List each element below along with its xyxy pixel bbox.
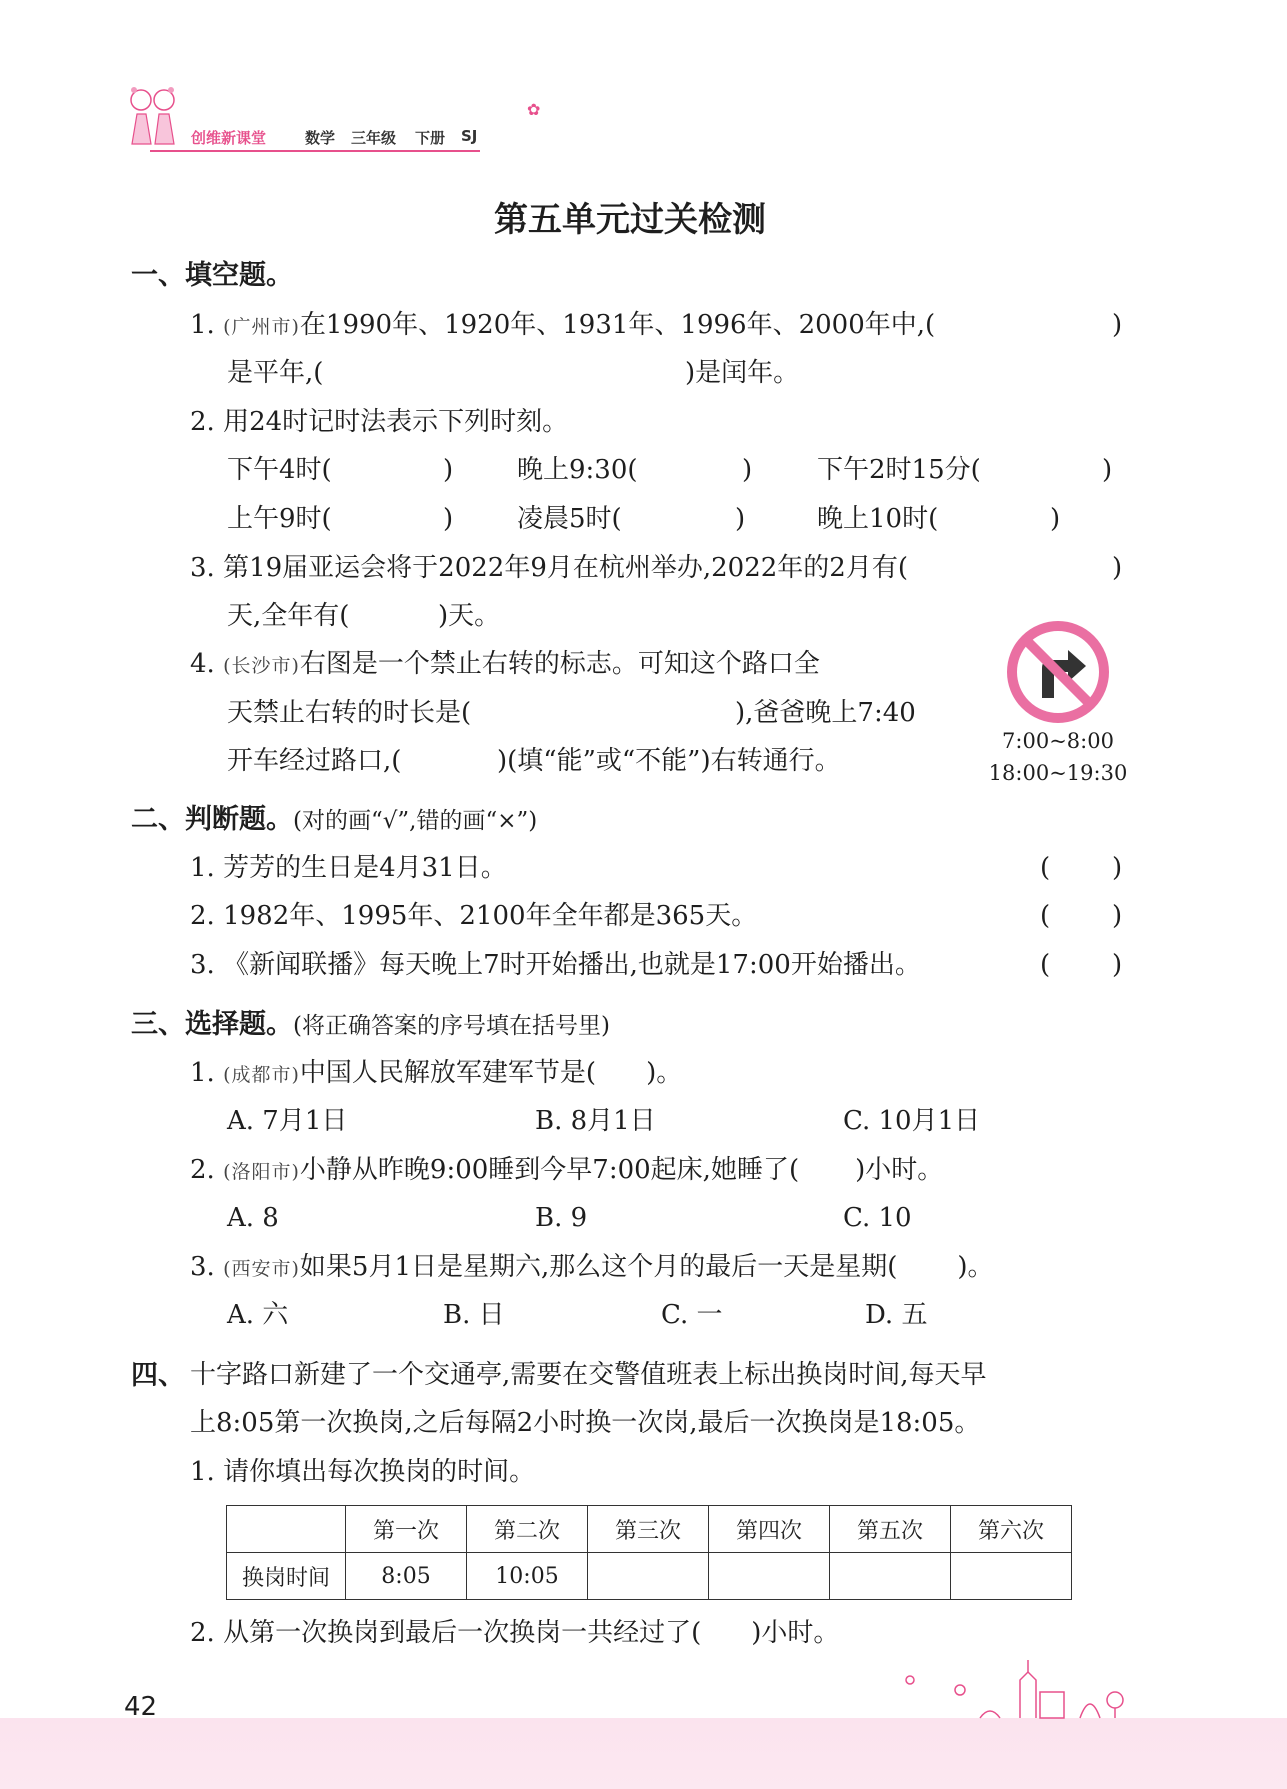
s3-q1-option-c: C. 10月1日 — [843, 1106, 981, 1136]
s2-item3-num: 3. — [190, 950, 215, 980]
footer-castle-illustration — [880, 1650, 1170, 1720]
section3-heading-text: 三、选择题。 — [131, 1009, 293, 1040]
s3-q2-num: 2. — [190, 1155, 215, 1185]
duty-table-row — [227, 1553, 1072, 1600]
section4-heading: 四、 — [131, 1360, 185, 1391]
s3-q3-line — [190, 1254, 994, 1280]
s4-q2-text-b: )小时。 — [751, 1618, 840, 1648]
sign-time-2: 18:00~19:30 — [988, 761, 1128, 785]
s1-q2-close1: ) — [443, 455, 454, 485]
s3-q1-num: 1. — [190, 1058, 215, 1088]
s1-q2-item3: 下午2时15分( — [817, 455, 981, 485]
footer-band — [0, 1718, 1287, 1789]
s1-q4-text1: 右图是一个禁止右转的标志。可知这个路口全 — [299, 649, 820, 679]
s1-q3-text1: 第19届亚运会将于2022年9月在杭州举办,2022年的2月有( — [223, 553, 908, 583]
s4-q2-num: 2. — [190, 1618, 215, 1648]
s3-q2-option-b: B. 9 — [535, 1203, 588, 1233]
s3-q3-num: 3. — [190, 1252, 215, 1282]
s2-item2-paren-close: ) — [1112, 901, 1123, 931]
s3-q3-option-b: B. 日 — [443, 1300, 505, 1330]
s2-item2-text: 1982年、1995年、2100年全年都是365天。 — [223, 901, 758, 931]
s4-q2-text-a: 从第一次换岗到最后一次换岗一共经过了( — [223, 1618, 702, 1648]
s1-q4-line3b: )(填“能”或“不能”)右转通行。 — [497, 746, 841, 776]
s1-q2-close2: ) — [742, 455, 753, 485]
s4-q1-text: 请你填出每次换岗的时间。 — [223, 1457, 536, 1487]
s3-q1-line — [190, 1060, 682, 1086]
s3-q3-text-a: 如果5月1日是星期六,那么这个月的最后一天是星期( — [299, 1252, 898, 1282]
s2-item3 — [190, 952, 921, 978]
s2-item1-paren-close: ) — [1112, 853, 1123, 883]
s1-q2-item4: 上午9时( — [227, 504, 332, 534]
duty-header-cell: 第一次 — [346, 1506, 467, 1553]
page-title: 第五单元过关检测 — [494, 200, 766, 240]
s4-intro-line1: 十字路口新建了一个交通亭,需要在交警值班表上标出换岗时间,每天早 — [190, 1360, 987, 1390]
s1-q2-close6: ) — [1050, 504, 1061, 534]
duty-header-cell: 第五次 — [830, 1506, 951, 1553]
s4-q2-line — [190, 1620, 839, 1646]
s4-intro-line2: 上8:05第一次换岗,之后每隔2小时换一次岗,最后一次换岗是18:05。 — [190, 1408, 981, 1438]
s1-q2-item2: 晚上9:30( — [517, 455, 638, 485]
header-subject: 数学 — [305, 129, 336, 147]
s1-q3-paren-close: ) — [1112, 553, 1123, 583]
section1-heading: 一、填空题。 — [131, 260, 293, 291]
s1-q1-city: (广州市) — [223, 316, 300, 338]
duty-cell — [709, 1553, 830, 1600]
header-volume: 下册 — [415, 129, 446, 147]
duty-table-header-row — [227, 1506, 1072, 1553]
duty-cell: 10:05 — [467, 1553, 588, 1600]
s4-q1-num: 1. — [190, 1457, 215, 1487]
no-right-turn-sign-icon — [1006, 620, 1110, 724]
s3-q2-text-a: 小静从昨晚9:00睡到今早7:00起床,她睡了( — [299, 1155, 800, 1185]
s3-q1-text-a: 中国人民解放军建军节是( — [299, 1058, 597, 1088]
s2-item1 — [190, 855, 507, 881]
duty-header-cell — [227, 1506, 346, 1553]
duty-header-cell: 第六次 — [951, 1506, 1072, 1553]
s3-q1-text-b: )。 — [646, 1058, 683, 1088]
s3-q2-text-b: )小时。 — [855, 1155, 944, 1185]
s3-q3-option-a: A. 六 — [227, 1300, 289, 1330]
s1-q4-line3a: 开车经过路口,( — [227, 746, 402, 776]
section3-note: (将正确答案的序号填在括号里) — [293, 1013, 610, 1039]
s2-item1-text: 芳芳的生日是4月31日。 — [223, 853, 507, 883]
section3-heading — [131, 1011, 610, 1038]
s1-q4-line1 — [190, 651, 820, 677]
header-illustration — [124, 84, 182, 148]
s3-q2-option-c: C. 10 — [843, 1203, 912, 1233]
s1-q4-city: (长沙市) — [223, 655, 300, 677]
s4-q1-line — [190, 1459, 535, 1485]
header-brand: 创维新课堂 — [191, 129, 267, 147]
s3-q3-city: (西安市) — [223, 1258, 300, 1280]
section2-heading — [131, 806, 537, 833]
duty-header-cell: 第二次 — [467, 1506, 588, 1553]
s1-q2-item1: 下午4时( — [227, 455, 332, 485]
s2-item2-paren-open: ( — [1040, 901, 1051, 931]
duty-cell — [951, 1553, 1072, 1600]
s2-item2-num: 2. — [190, 901, 215, 931]
s1-q2-close5: ) — [735, 504, 746, 534]
s1-q1-line2a: 是平年,( — [227, 358, 324, 388]
s2-item1-paren-open: ( — [1040, 853, 1051, 883]
duty-cell — [830, 1553, 951, 1600]
s2-item3-paren-close: ) — [1112, 950, 1123, 980]
duty-cell: 8:05 — [346, 1553, 467, 1600]
s1-q4-line2a: 天禁止右转的时长是( — [227, 698, 472, 728]
header-underline — [150, 150, 480, 152]
s1-q1-line2b: )是闰年。 — [685, 358, 800, 388]
page-number: 42 — [124, 1692, 158, 1722]
s1-q1-paren-close: ) — [1112, 310, 1123, 340]
s2-item1-num: 1. — [190, 853, 215, 883]
section2-heading-text: 二、判断题。 — [131, 804, 293, 835]
duty-row-label: 换岗时间 — [227, 1553, 346, 1600]
s1-q1-text1: 在1990年、1920年、1931年、1996年、2000年中,( — [299, 310, 936, 340]
s2-item3-paren-open: ( — [1040, 950, 1051, 980]
s1-q2-item5: 凌晨5时( — [517, 504, 622, 534]
s1-q1-line1 — [190, 312, 935, 338]
s3-q1-option-b: B. 8月1日 — [535, 1106, 656, 1136]
s1-q2-line — [190, 409, 568, 435]
s1-q2-num: 2. — [190, 407, 215, 437]
s3-q1-option-a: A. 7月1日 — [227, 1106, 348, 1136]
s3-q3-text-b: )。 — [957, 1252, 994, 1282]
s3-q2-option-a: A. 8 — [227, 1203, 279, 1233]
s3-q1-city: (成都市) — [223, 1064, 300, 1086]
s1-q2-text: 用24时记时法表示下列时刻。 — [223, 407, 569, 437]
s1-q2-close4: ) — [443, 504, 454, 534]
header-flower-icon: ✿ — [527, 100, 541, 119]
section2-note: (对的画“√”,错的画“×”) — [293, 808, 538, 834]
s1-q3-line2b: )天。 — [438, 601, 501, 631]
header-edition: SJ — [461, 127, 478, 145]
s1-q2-item6: 晚上10时( — [817, 504, 939, 534]
s3-q2-city: (洛阳市) — [223, 1161, 300, 1183]
header-grade: 三年级 — [351, 129, 397, 147]
duty-header-cell: 第四次 — [709, 1506, 830, 1553]
s1-q2-close3: ) — [1102, 455, 1113, 485]
s1-q4-num: 4. — [190, 649, 215, 679]
s2-item2 — [190, 903, 757, 929]
s1-q3-line1 — [190, 555, 908, 581]
s1-q3-num: 3. — [190, 553, 215, 583]
s1-q3-line2a: 天,全年有( — [227, 601, 350, 631]
duty-cell — [588, 1553, 709, 1600]
s1-q1-num: 1. — [190, 310, 215, 340]
s2-item3-text: 《新闻联播》每天晚上7时开始播出,也就是17:00开始播出。 — [223, 950, 921, 980]
s3-q2-line — [190, 1157, 943, 1183]
s3-q3-option-c: C. 一 — [661, 1300, 723, 1330]
sign-time-1: 7:00~8:00 — [1002, 729, 1114, 753]
duty-table — [226, 1505, 1072, 1600]
s3-q3-option-d: D. 五 — [865, 1300, 928, 1330]
s1-q4-line2b: ),爸爸晚上7:40 — [735, 698, 916, 728]
duty-header-cell: 第三次 — [588, 1506, 709, 1553]
